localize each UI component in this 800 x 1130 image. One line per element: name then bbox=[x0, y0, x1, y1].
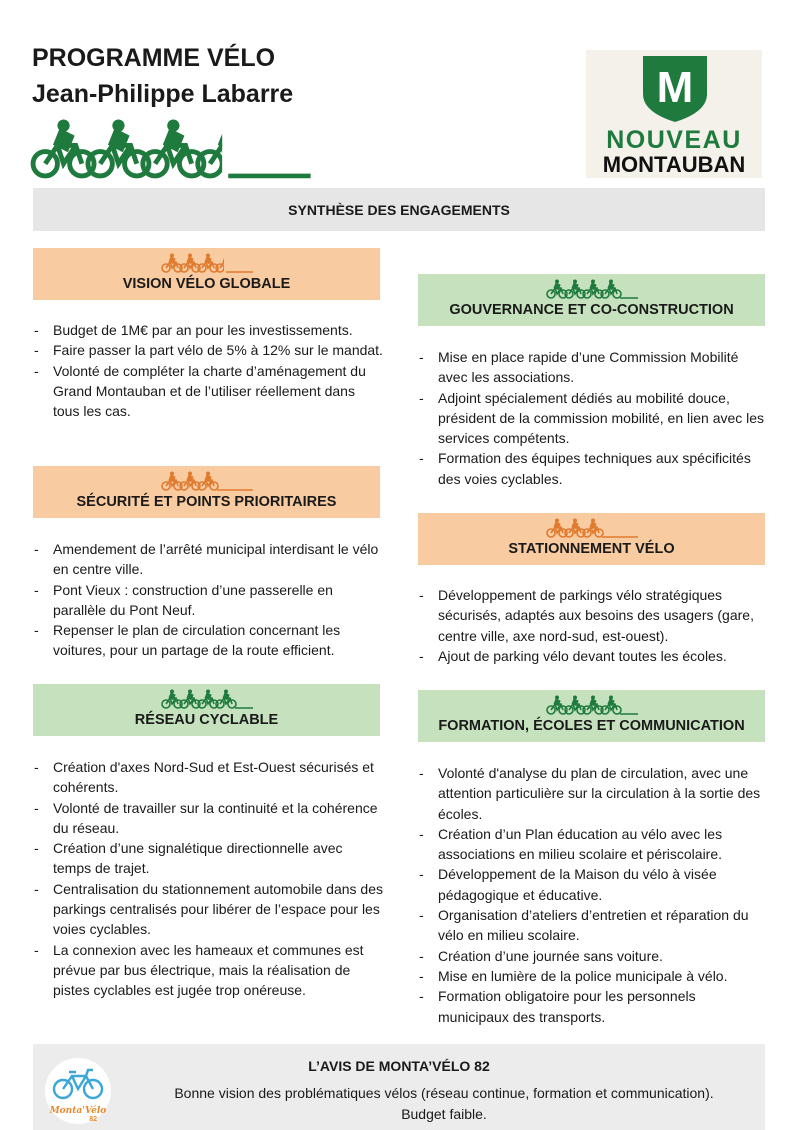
section-list-reseau bbox=[33, 757, 383, 1001]
list-item: - Formation obligatoire pour les personnels municipaux des transports. bbox=[418, 986, 768, 1027]
bike-rating-icon bbox=[546, 279, 638, 299]
page-title bbox=[32, 40, 293, 112]
section-list-formation bbox=[418, 763, 768, 1027]
list-item: - Volonté d'analyse du plan de circulation, avec une attention particulière sur la circulation à la sortie des écoles. bbox=[418, 763, 768, 824]
shield-icon bbox=[641, 54, 709, 124]
bike-rating-icon bbox=[546, 695, 638, 715]
monta-velo-logo-number: 82 bbox=[89, 1116, 97, 1123]
section-title: STATIONNEMENT VÉLO bbox=[508, 541, 675, 557]
list-item: - Mise en place rapide d’une Commission Mobilité avec les associations. bbox=[418, 347, 768, 388]
section-header-formation bbox=[418, 690, 765, 742]
section-list-securite bbox=[33, 539, 383, 661]
list-item: - Pont Vieux : construction d’une passerelle en parallèle du Pont Neuf. bbox=[33, 580, 383, 621]
svg-text:M: M bbox=[656, 63, 694, 112]
avis-box bbox=[33, 1044, 765, 1130]
section-title: GOUVERNANCE ET CO-CONSTRUCTION bbox=[449, 302, 734, 318]
bike-rating-icon bbox=[161, 471, 253, 491]
list-item: - Ajout de parking vélo devant toutes les écoles. bbox=[418, 646, 768, 666]
section-list-gouvernance bbox=[418, 347, 768, 489]
section-header-gouvernance bbox=[418, 274, 765, 326]
list-item: - Création d’une journée sans voiture. bbox=[418, 946, 768, 966]
bike-rating-icon bbox=[546, 518, 638, 538]
avis-title: L’AVIS DE MONTA’VÉLO 82 bbox=[308, 1058, 490, 1074]
list-item: - Organisation d’ateliers d’entretien et réparation du vélo en milieu scolaire. bbox=[418, 905, 768, 946]
list-item: - Développement de parkings vélo stratégiques sécurisés, adaptés aux besoins des usagers (gare, centre ville, axe nord-sud, est-ouest). bbox=[418, 585, 768, 646]
list-item: - La connexion avec les hameaux et communes est prévue par bus électrique, mais la réalisation de pistes cyclables est jugée trop onéreuse. bbox=[33, 940, 383, 1001]
section-list-vision bbox=[33, 320, 383, 421]
section-title: FORMATION, ÉCOLES ET COMMUNICATION bbox=[438, 718, 745, 734]
logo-text-nouveau: NOUVEAU bbox=[606, 126, 742, 154]
section-header-securite bbox=[33, 466, 380, 518]
program-title: PROGRAMME VÉLO bbox=[32, 44, 276, 72]
bike-rating-icon bbox=[30, 118, 340, 180]
list-item: - Formation des équipes techniques aux spécificités des voies cyclables. bbox=[418, 448, 768, 489]
bike-rating-icon bbox=[161, 253, 253, 273]
list-item: - Développement de la Maison du vélo à visée pédagogique et éducative. bbox=[418, 864, 768, 905]
list-item: - Centralisation du stationnement automobile dans des parkings centralisés pour libérer de l’espace pour les voies cyclables. bbox=[33, 879, 383, 940]
logo-text-montauban: MONTAUBAN bbox=[602, 152, 746, 177]
section-header-stationnement bbox=[418, 513, 765, 565]
bike-rating-icon bbox=[161, 689, 253, 709]
list-item: - Création d'axes Nord-Sud et Est-Ouest sécurisés et cohérents. bbox=[33, 757, 383, 798]
list-item: - Création d’une signalétique directionnelle avec temps de trajet. bbox=[33, 838, 383, 879]
avis-text: Bonne vision des problématiques vélos (réseau continue, formation et communication). Budget faible. bbox=[174, 1085, 714, 1122]
candidate-name: Jean-Philippe Labarre bbox=[32, 80, 294, 108]
section-title: RÉSEAU CYCLABLE bbox=[134, 712, 279, 728]
list-item: - Adjoint spécialement dédiés au mobilité douce, président de la commission mobilité, en lien avec les services compétents. bbox=[418, 388, 768, 449]
list-item: - Volonté de travailler sur la continuité et la cohérence du réseau. bbox=[33, 798, 383, 839]
list-item: - Volonté de compléter la charte d’aménagement du Grand Montauban et de l’utiliser réellement dans tous les cas. bbox=[33, 361, 383, 422]
section-header-vision bbox=[33, 248, 380, 300]
list-item: - Création d’un Plan éducation au vélo avec les associations en milieu scolaire et périscolaire. bbox=[418, 824, 768, 865]
monta-velo-logo-text: Monta'Vélo bbox=[49, 1106, 107, 1116]
list-item: - Amendement de l’arrêté municipal interdisant le vélo en centre ville. bbox=[33, 539, 383, 580]
nouveau-montauban-logo bbox=[586, 50, 762, 178]
list-item: - Faire passer la part vélo de 5% à 12% sur le mandat. bbox=[33, 340, 383, 360]
section-list-stationnement bbox=[418, 585, 768, 666]
section-header-reseau bbox=[33, 684, 380, 736]
section-title: VISION VÉLO GLOBALE bbox=[122, 276, 291, 292]
list-item: - Repenser le plan de circulation concernant les voitures, pour un partage de la route efficient. bbox=[33, 620, 383, 661]
section-title: SÉCURITÉ ET POINTS PRIORITAIRES bbox=[76, 494, 337, 510]
list-item: - Mise en lumière de la police municipale à vélo. bbox=[418, 966, 768, 986]
list-item: - Budget de 1M€ par an pour les investissements. bbox=[33, 320, 383, 340]
summary-banner: SYNTHÈSE DES ENGAGEMENTS bbox=[33, 188, 765, 231]
